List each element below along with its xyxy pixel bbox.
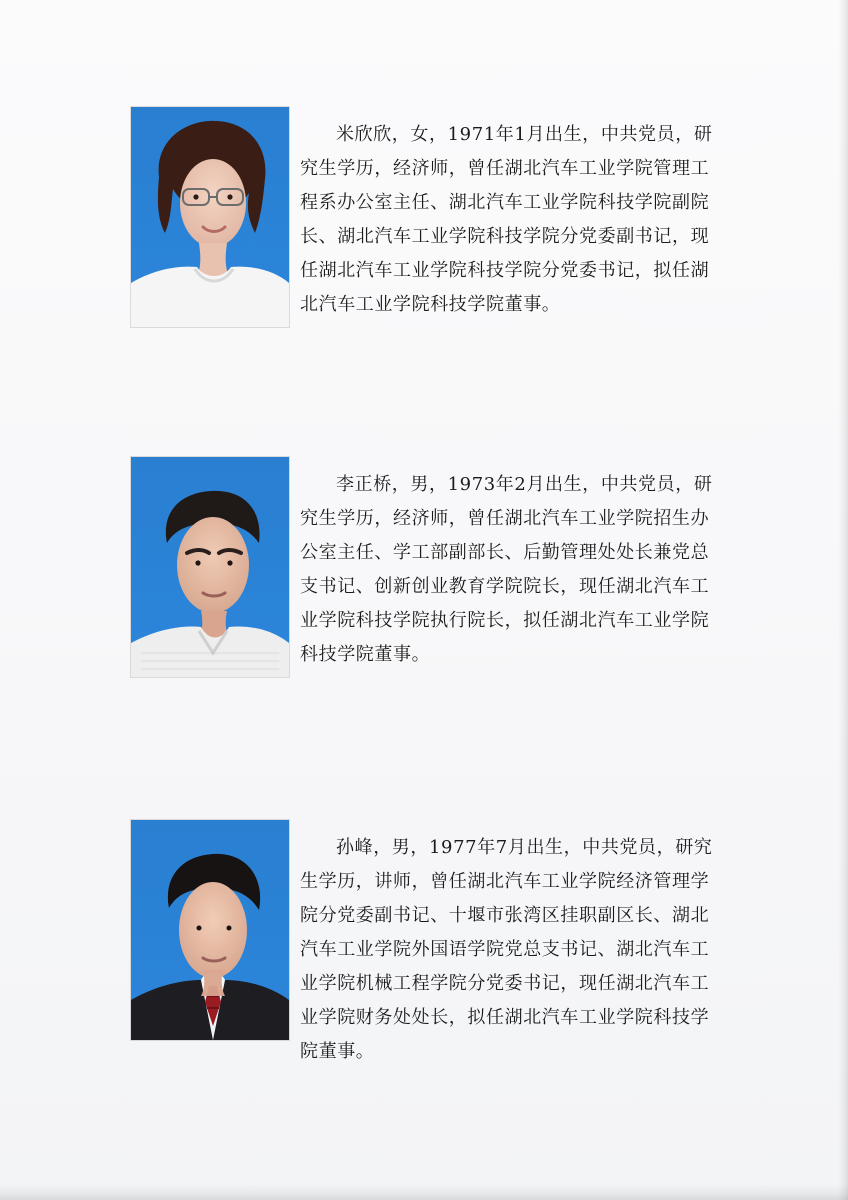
scan-edge-bottom	[0, 1184, 848, 1200]
portrait-photo-2	[130, 456, 290, 678]
portrait-photo-1-image	[131, 107, 289, 327]
scan-edge-right	[838, 0, 848, 1200]
portrait-photo-3	[130, 819, 290, 1041]
bio-text-1: 米欣欣，女，1971年1月出生，中共党员，研究生学历，经济师，曾任湖北汽车工业学院管理工程系办公室主任、湖北汽车工业学院科技学院副院长、湖北汽车工业学院科技学院分党委副书记，现任湖北汽车工业学院科技学院分党委书记，拟任湖北汽车工业学院科技学院董事。	[300, 124, 713, 315]
portrait-photo-2-image	[131, 457, 289, 677]
bio-text-2: 李正桥，男，1973年2月出生，中共党员，研究生学历，经济师，曾任湖北汽车工业学院招生办公室主任、学工部副部长、后勤管理处处长兼党总支书记、创新创业教育学院院长，现任湖北汽车工业学院科技学院执行院长，拟任湖北汽车工业学院科技学院董事。	[300, 474, 713, 665]
portrait-photo-3-image	[131, 820, 289, 1040]
bio-text-3: 孙峰，男，1977年7月出生，中共党员，研究生学历，讲师，曾任湖北汽车工业学院经济管理学院分党委副书记、十堰市张湾区挂职副区长、湖北汽车工业学院外国语学院党总支书记、湖北汽车工业学院机械工程学院分党委书记，现任湖北汽车工业学院财务处处长，拟任湖北汽车工业学院科技学院董事。	[300, 837, 713, 1062]
portrait-photo-1	[130, 106, 290, 328]
